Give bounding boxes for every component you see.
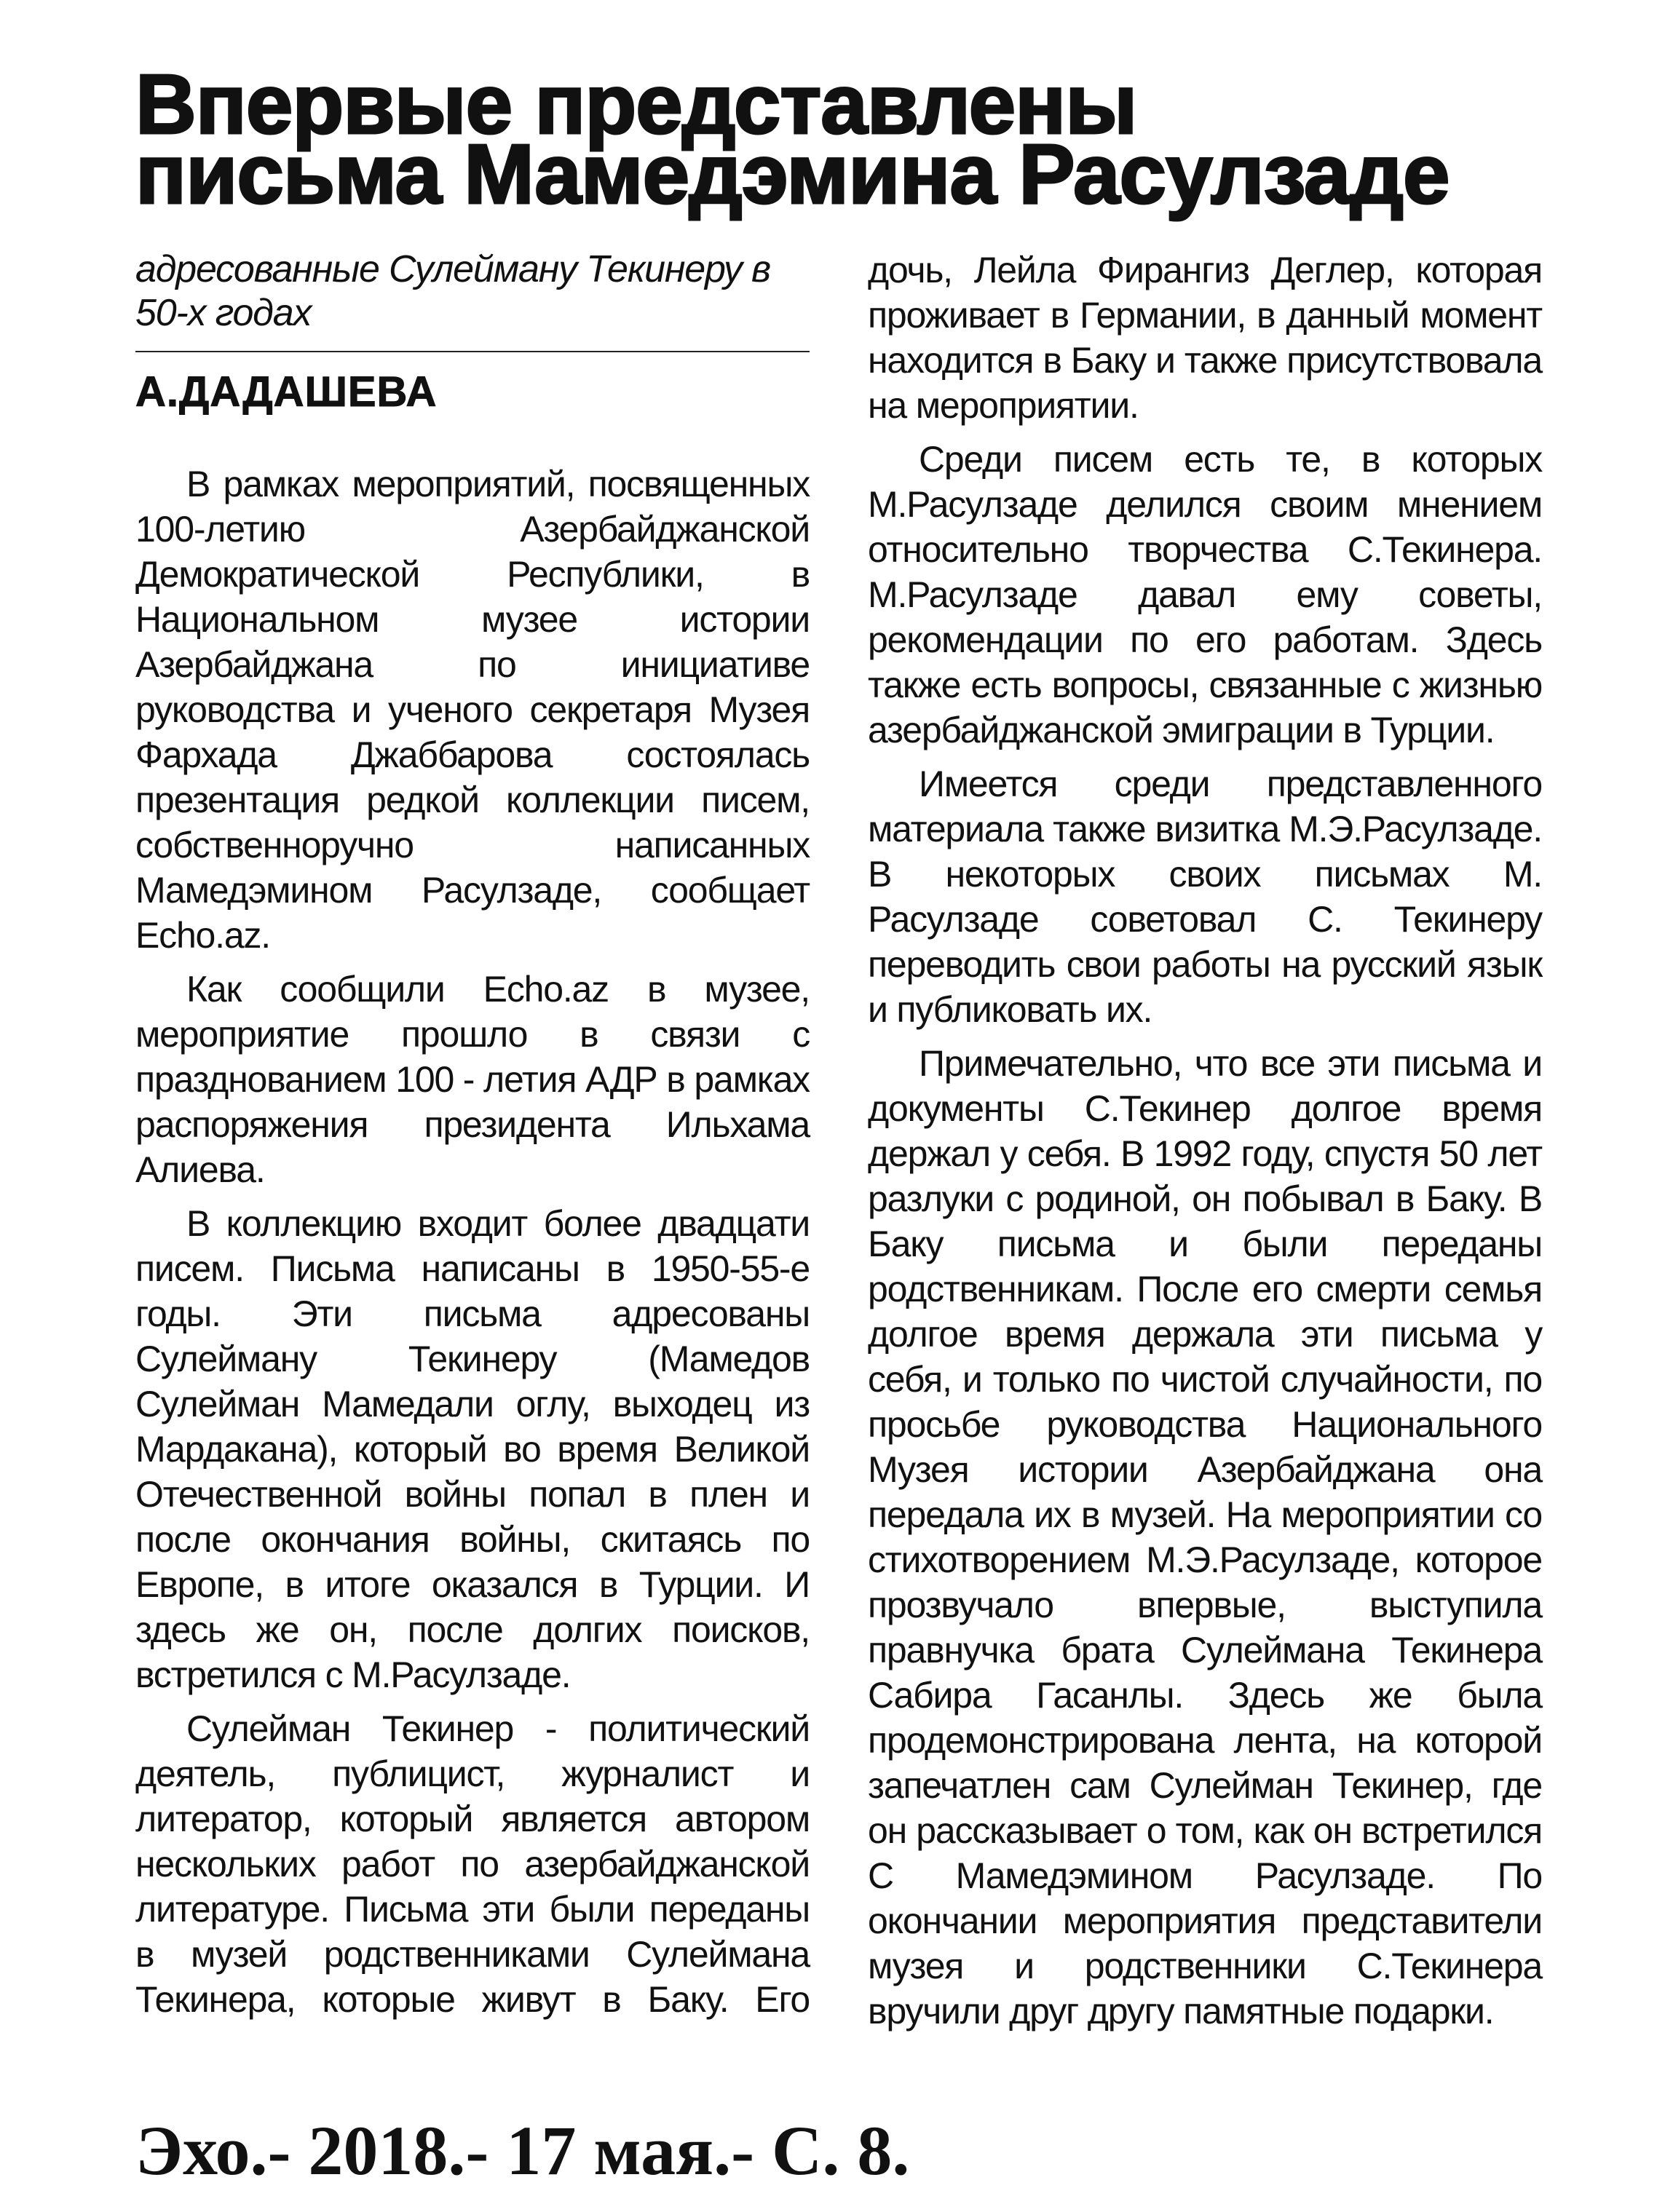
- headline-line-1: Впервые представлены: [135, 57, 1137, 151]
- paragraph: В коллекцию входит более двадцати писем. Письма написаны в 1950-55-е годы. Эти письма адресованы Сулейману Текинеру (Мамедов Сулейман Мамедали оглу, выходец из Мардакана), который во время Великой Отечественной войны попал в плен и после окончания войны, скитаясь по Европе, в итоге оказался в Турции. И здесь же он, после долгих поисков, встретился с М.Расулзаде.: [135, 1203, 810, 1695]
- article-body: [135, 247, 1542, 2060]
- paragraph: Примечательно, что все эти письма и документы С.Текинер долгое время держал у себя. В 1992 году, спустя 50 лет разлуки с родиной, он побывал в Баку. В Баку письма и были переданы родственникам. После его смерти семья долгое время держала эти письма у себя, и только по чистой случайности, по просьбе руководства Национального Музея истории Азербайджана она передала их в музей. На мероприятии со стихотворением М.Э.Расулзаде, которое прозвучало впервые, выступила правнучка брата Сулеймана Текинера Сабира Гасанлы. Здесь же была продемонстрирована лента, на которой запечатлен сам Сулейман Текинер, где он рассказывает о том, как он встретился С Мамедэмином Расулзаде. По окончании мероприятия представители музея и родственники С.Текинера вручили друг другу памятные подарки.: [868, 1043, 1542, 2031]
- headline-line-2: письма Мамедэмина Расулзаде: [135, 127, 1450, 221]
- paragraph: Имеется среди представленного материала также визитка М.Э.Расулзаде. В некоторых своих письмах М. Расулзаде советовал С. Текинеру переводить свои работы на русский язык и публиковать их.: [868, 764, 1542, 1030]
- paragraph: В рамках мероприятий, посвященных 100-летию Азербайджанской Демократической Республики, в Национальном музее истории Азербайджана по инициативе руководства и ученого секретаря Музея Фархада Джаббарова состоялась презентация редкой коллекции писем, собственноручно написанных Мамедэмином Расулзаде, сообщает Echo.az.: [135, 464, 810, 956]
- headline: [135, 57, 1591, 221]
- source-citation: Эхо.- 2018.- 17 мая.- С. 8.: [135, 2112, 910, 2189]
- paragraph: Как сообщили Echo.az в музее, мероприятие прошло в связи с празднованием 100 - летия АДР в рамках распоряжения президента Ильхама Алиева.: [135, 969, 810, 1190]
- paragraph: Среди писем есть те, в которых М.Расулзаде делился своим мнением относительно творчества С.Текинера. М.Расулзаде давал ему советы, рекомендации по его работам. Здесь также есть вопросы, связанные с жизнью азербайджанской эмиграции в Турции.: [868, 439, 1542, 750]
- subtitle: адресованные Сулейману Текинеру в 50-х годах: [135, 247, 810, 352]
- paragraph: Сулейман Текинер - политический деятель, публицист, журналист и литератор, который является автором нескольких работ по азербайджанской литературе. Письма эти были переданы в музей родственниками Сулеймана Текинера, которые живут в Баку. Его дочь, Лейла Фирангиз Деглер, которая проживает в Германии, в данный момент находится в Баку и также присутствовала на мероприятии.: [135, 250, 1542, 2020]
- byline: А.ДАДАШЕВА: [135, 368, 438, 416]
